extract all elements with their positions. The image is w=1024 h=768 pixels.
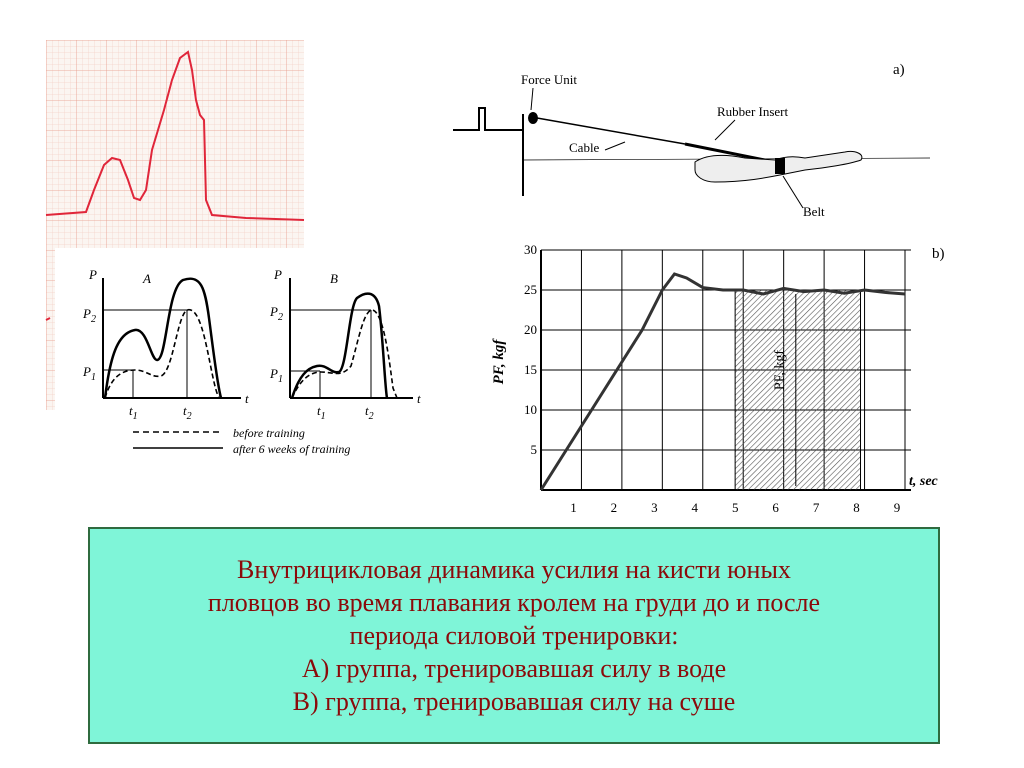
y-tick-label: 25 — [524, 282, 537, 297]
y-axis-label: PF, kgf — [491, 339, 507, 385]
belt-icon — [775, 158, 785, 174]
band-label: PF, kgf — [772, 349, 788, 391]
cable-label: Cable — [569, 140, 600, 155]
caption-line-2: пловцов во время плавания кролем на груди до и после — [207, 588, 821, 617]
y-tick-label: 20 — [524, 322, 537, 337]
highlight-band — [735, 290, 860, 490]
graph-b-title: B — [330, 271, 338, 286]
y-tick-label: 10 — [524, 402, 537, 417]
belt-label: Belt — [803, 204, 825, 219]
cable-line — [537, 118, 685, 144]
graph-b-y-axis-label: P — [274, 267, 282, 282]
x-tick-label: 4 — [691, 500, 699, 515]
small-graphs-panel — [55, 248, 421, 463]
x-tick-label: 9 — [893, 500, 901, 515]
chart-b-label: b) — [932, 246, 945, 262]
graph-a-p2-label: $P_2$ — [83, 306, 96, 325]
x-axis-label: t, sec — [909, 474, 938, 489]
graph-a-t1-label: $t_1$ — [129, 403, 138, 422]
x-tick-label: 6 — [772, 500, 779, 515]
x-tick-label: 2 — [610, 500, 618, 515]
y-tick-label: 5 — [530, 442, 537, 457]
graph-a-title: A — [143, 271, 151, 286]
force-time-chart — [485, 232, 955, 522]
highlight-rect — [735, 290, 860, 490]
x-tick-label: 3 — [651, 500, 658, 515]
caption-line-4: А) группа, тренировавшая силу в воде — [301, 654, 727, 683]
setup-diagram — [445, 50, 945, 230]
graph-a-t2-label: $t_2$ — [183, 403, 192, 422]
force-unit-label: Force Unit — [521, 72, 577, 87]
x-tick-label: 1 — [570, 500, 577, 515]
graph-a-y-axis-label: P — [89, 267, 97, 282]
legend-after-training: after 6 weeks of training — [233, 442, 351, 456]
y-tick-label: 15 — [524, 362, 537, 377]
graph-b-p2-label: $P_2$ — [270, 304, 283, 323]
graph-b-t2-label: $t_2$ — [365, 403, 374, 422]
y-tick-label: 30 — [524, 242, 537, 257]
caption-box — [88, 527, 940, 744]
pool-wall-icon — [453, 108, 523, 196]
graph-b-p1-label: $P_1$ — [270, 366, 283, 385]
graph-a-p1-label: $P_1$ — [83, 364, 96, 383]
graph-b-t1-label: $t_1$ — [317, 403, 326, 422]
force-unit-icon — [528, 112, 538, 124]
rubber-insert-label: Rubber Insert — [717, 104, 789, 119]
legend-before-training: before training — [233, 426, 305, 440]
x-tick-label: 7 — [812, 500, 820, 515]
diagram-a-label: a) — [893, 62, 905, 78]
caption-line-3: периода силовой тренировки: — [349, 621, 679, 650]
caption-line-5: В) группа, тренировавшая силу на суше — [292, 687, 736, 716]
x-tick-label: 5 — [731, 500, 739, 515]
graph-b-x-axis-label: t — [417, 391, 421, 406]
x-tick-label: 8 — [853, 500, 860, 515]
caption-line-1: Внутрицикловая динамика усилия на кисти юных — [237, 555, 791, 584]
graph-a-x-axis-label: t — [245, 391, 249, 406]
